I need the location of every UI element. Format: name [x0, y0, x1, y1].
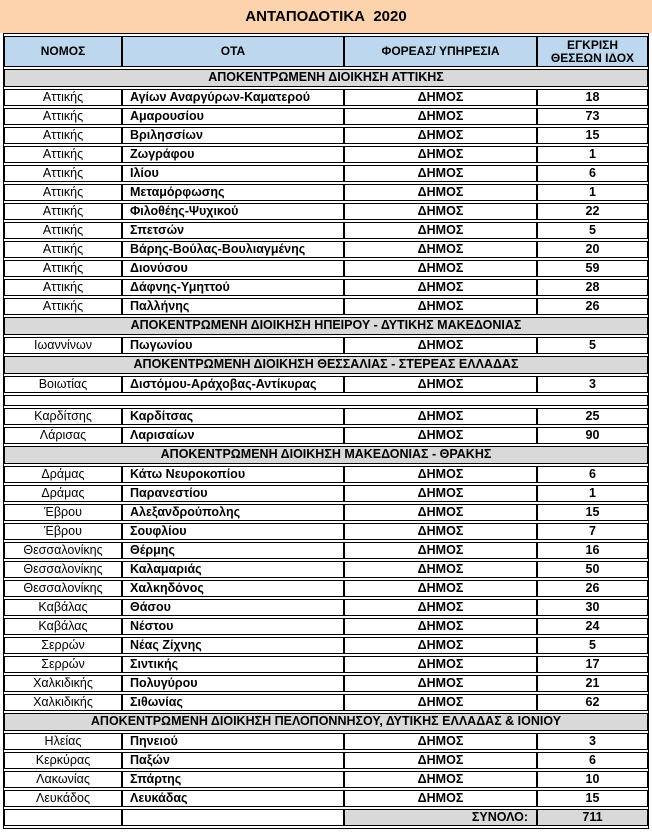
cell-foreas: ΔΗΜΟΣ: [344, 504, 537, 521]
table-row: [4, 146, 648, 163]
cell-foreas: ΔΗΜΟΣ: [344, 241, 537, 258]
cell-approved: 1: [537, 184, 648, 201]
cell-nomos: Αττικής: [4, 89, 122, 106]
table-row: [4, 376, 648, 393]
cell-approved: 18: [537, 89, 648, 106]
cell-ota: Νέστου: [122, 618, 344, 635]
cell-ota: Παξών: [122, 752, 344, 769]
cell-approved: 15: [537, 127, 648, 144]
section-header-row: [4, 69, 648, 87]
cell-foreas: ΔΗΜΟΣ: [344, 694, 537, 711]
table-row: [4, 298, 648, 315]
cell-approved: 21: [537, 675, 648, 692]
cell-foreas: ΔΗΜΟΣ: [344, 542, 537, 559]
table-row: [4, 752, 648, 769]
table-row: [4, 656, 648, 673]
table-row: [4, 184, 648, 201]
cell-nomos: Αττικής: [4, 203, 122, 220]
table-row: [4, 337, 648, 354]
cell-nomos: Σερρών: [4, 637, 122, 654]
table-row: [4, 485, 648, 502]
cell-approved: 25: [537, 408, 648, 425]
section-header: ΑΠΟΚΕΝΤΡΩΜΕΝΗ ΔΙΟΙΚΗΣΗ ΘΕΣΣΑΛΙΑΣ - ΣΤΕΡΕΑΣ ΕΛΛΑΔΑΣ: [4, 356, 648, 374]
table-row: [4, 89, 648, 106]
cell-ota: Αμαρουσίου: [122, 108, 344, 125]
cell-foreas: ΔΗΜΟΣ: [344, 771, 537, 788]
cell-nomos: Έβρου: [4, 523, 122, 540]
cell-nomos: Αττικής: [4, 184, 122, 201]
cell-foreas: ΔΗΜΟΣ: [344, 427, 537, 444]
cell-foreas: ΔΗΜΟΣ: [344, 222, 537, 239]
cell-approved: 6: [537, 466, 648, 483]
cell-nomos: Θεσσαλονίκης: [4, 542, 122, 559]
cell-foreas: ΔΗΜΟΣ: [344, 656, 537, 673]
cell-foreas: ΔΗΜΟΣ: [344, 752, 537, 769]
cell-ota: Σιντικής: [122, 656, 344, 673]
table-row: [4, 542, 648, 559]
cell-approved: 6: [537, 165, 648, 182]
cell-approved: 90: [537, 427, 648, 444]
cell-approved: 22: [537, 203, 648, 220]
section-header: ΑΠΟΚΕΝΤΡΩΜΕΝΗ ΔΙΟΙΚΗΣΗ ΑΤΤΙΚΗΣ: [4, 69, 648, 87]
table-row: [4, 790, 648, 807]
cell-approved: 6: [537, 752, 648, 769]
table-row: [4, 733, 648, 750]
cell-approved: 5: [537, 337, 648, 354]
cell-nomos: Αττικής: [4, 260, 122, 277]
cell-ota: Σουφλίου: [122, 523, 344, 540]
cell-foreas: ΔΗΜΟΣ: [344, 146, 537, 163]
section-header: ΑΠΟΚΕΝΤΡΩΜΕΝΗ ΔΙΟΙΚΗΣΗ ΜΑΚΕΔΟΝΙΑΣ - ΘΡΑΚΗΣ: [4, 446, 648, 464]
cell-ota: Κάτω Νευροκοπίου: [122, 466, 344, 483]
cell-ota: Σπάρτης: [122, 771, 344, 788]
cell-nomos: Αττικής: [4, 298, 122, 315]
cell-nomos: Σερρών: [4, 656, 122, 673]
cell-approved: 10: [537, 771, 648, 788]
section-header-row: [4, 713, 648, 731]
cell-nomos: Θεσσαλονίκης: [4, 580, 122, 597]
total-empty-cell: [4, 809, 122, 826]
cell-foreas: ΔΗΜΟΣ: [344, 790, 537, 807]
cell-approved: 26: [537, 580, 648, 597]
column-header-ota: ΟΤΑ: [122, 36, 344, 67]
cell-nomos: Ιωαννίνων: [4, 337, 122, 354]
cell-nomos: Δράμας: [4, 466, 122, 483]
cell-ota: Πηνειού: [122, 733, 344, 750]
table-row: [4, 580, 648, 597]
cell-nomos: Χαλκιδικής: [4, 675, 122, 692]
cell-ota: Θέρμης: [122, 542, 344, 559]
cell-foreas: ΔΗΜΟΣ: [344, 203, 537, 220]
cell-nomos: Αττικής: [4, 146, 122, 163]
cell-foreas: ΔΗΜΟΣ: [344, 561, 537, 578]
cell-approved: 3: [537, 733, 648, 750]
total-label: ΣΥΝΟΛΟ:: [344, 809, 537, 826]
cell-nomos: Κερκύρας: [4, 752, 122, 769]
section-header-row: [4, 317, 648, 335]
table-row: [4, 408, 648, 425]
cell-foreas: ΔΗΜΟΣ: [344, 165, 537, 182]
cell-approved: 26: [537, 298, 648, 315]
cell-ota: Δάφνης-Υμηττού: [122, 279, 344, 296]
cell-foreas: ΔΗΜΟΣ: [344, 637, 537, 654]
cell-nomos: Καβάλας: [4, 618, 122, 635]
total-empty-cell: [122, 809, 344, 826]
cell-ota: Ζωγράφου: [122, 146, 344, 163]
cell-approved: 5: [537, 222, 648, 239]
cell-nomos: Λακωνίας: [4, 771, 122, 788]
table-row: [4, 165, 648, 182]
table-row: [4, 771, 648, 788]
section-header: ΑΠΟΚΕΝΤΡΩΜΕΝΗ ΔΙΟΙΚΗΣΗ ΗΠΕΙΡΟΥ - ΔΥΤΙΚΗΣ ΜΑΚΕΔΟΝΙΑΣ: [4, 317, 648, 335]
cell-approved: 28: [537, 279, 648, 296]
section-header-row: [4, 356, 648, 374]
cell-foreas: ΔΗΜΟΣ: [344, 89, 537, 106]
cell-approved: 5: [537, 637, 648, 654]
cell-ota: Φιλοθέης-Ψυχικού: [122, 203, 344, 220]
spacer-row: [4, 395, 648, 406]
cell-foreas: ΔΗΜΟΣ: [344, 408, 537, 425]
table-row: [4, 523, 648, 540]
cell-approved: 50: [537, 561, 648, 578]
section-header: ΑΠΟΚΕΝΤΡΩΜΕΝΗ ΔΙΟΙΚΗΣΗ ΠΕΛΟΠΟΝΝΗΣΟΥ, ΔΥΤΙΚΗΣ ΕΛΛΑΔΑΣ & ΙΟΝΙΟΥ: [4, 713, 648, 731]
table-row: [4, 637, 648, 654]
cell-foreas: ΔΗΜΟΣ: [344, 485, 537, 502]
table-row: [4, 466, 648, 483]
cell-approved: 15: [537, 790, 648, 807]
cell-ota: Καρδίτσας: [122, 408, 344, 425]
section-header-row: [4, 446, 648, 464]
table-row: [4, 675, 648, 692]
cell-ota: Παλλήνης: [122, 298, 344, 315]
total-value: 711: [537, 809, 648, 826]
cell-foreas: ΔΗΜΟΣ: [344, 260, 537, 277]
cell-ota: Λευκάδας: [122, 790, 344, 807]
cell-nomos: Βοιωτίας: [4, 376, 122, 393]
table-row: [4, 504, 648, 521]
cell-nomos: Λευκάδος: [4, 790, 122, 807]
cell-approved: 15: [537, 504, 648, 521]
cell-foreas: ΔΗΜΟΣ: [344, 733, 537, 750]
cell-ota: Σιθωνίας: [122, 694, 344, 711]
cell-nomos: Θεσσαλονίκης: [4, 561, 122, 578]
table-row: [4, 203, 648, 220]
cell-approved: 62: [537, 694, 648, 711]
column-header-nomos: ΝΟΜΟΣ: [4, 36, 122, 67]
total-row: [4, 809, 648, 826]
table-row: [4, 427, 648, 444]
table-row: [4, 599, 648, 616]
cell-ota: Σπετσών: [122, 222, 344, 239]
table-row: [4, 561, 648, 578]
table-row: [4, 127, 648, 144]
cell-ota: Βριλησσίων: [122, 127, 344, 144]
cell-nomos: Καβάλας: [4, 599, 122, 616]
cell-nomos: Ηλείας: [4, 733, 122, 750]
cell-nomos: Έβρου: [4, 504, 122, 521]
cell-foreas: ΔΗΜΟΣ: [344, 466, 537, 483]
table-row: [4, 222, 648, 239]
cell-ota: Μεταμόρφωσης: [122, 184, 344, 201]
cell-ota: Διονύσου: [122, 260, 344, 277]
cell-nomos: Καρδίτσης: [4, 408, 122, 425]
cell-foreas: ΔΗΜΟΣ: [344, 108, 537, 125]
spacer-cell: [4, 395, 648, 406]
cell-foreas: ΔΗΜΟΣ: [344, 599, 537, 616]
cell-foreas: ΔΗΜΟΣ: [344, 279, 537, 296]
document-title: ΑΝΤΑΠΟΔΟΤΙΚΑ 2020: [0, 0, 652, 33]
table-row: [4, 241, 648, 258]
cell-approved: 16: [537, 542, 648, 559]
cell-foreas: ΔΗΜΟΣ: [344, 127, 537, 144]
cell-nomos: Αττικής: [4, 127, 122, 144]
cell-ota: Αλεξανδρούπολης: [122, 504, 344, 521]
cell-nomos: Αττικής: [4, 165, 122, 182]
cell-foreas: ΔΗΜΟΣ: [344, 376, 537, 393]
cell-nomos: Αττικής: [4, 108, 122, 125]
cell-ota: Νέας Ζίχνης: [122, 637, 344, 654]
table-row: [4, 694, 648, 711]
cell-foreas: ΔΗΜΟΣ: [344, 184, 537, 201]
cell-nomos: Δράμας: [4, 485, 122, 502]
cell-nomos: Λάρισας: [4, 427, 122, 444]
cell-foreas: ΔΗΜΟΣ: [344, 618, 537, 635]
cell-ota: Χαλκηδόνος: [122, 580, 344, 597]
cell-ota: Καλαμαριάς: [122, 561, 344, 578]
cell-approved: 7: [537, 523, 648, 540]
cell-foreas: ΔΗΜΟΣ: [344, 523, 537, 540]
column-header-approved: ΕΓΚΡΙΣΗ ΘΕΣΕΩΝ ΙΔΟΧ: [537, 36, 648, 67]
table-row: [4, 618, 648, 635]
cell-foreas: ΔΗΜΟΣ: [344, 298, 537, 315]
table-row: [4, 108, 648, 125]
cell-approved: 3: [537, 376, 648, 393]
cell-foreas: ΔΗΜΟΣ: [344, 337, 537, 354]
cell-foreas: ΔΗΜΟΣ: [344, 675, 537, 692]
cell-approved: 1: [537, 485, 648, 502]
cell-ota: Λαρισαίων: [122, 427, 344, 444]
cell-approved: 17: [537, 656, 648, 673]
cell-ota: Πωγωνίου: [122, 337, 344, 354]
cell-approved: 24: [537, 618, 648, 635]
cell-approved: 20: [537, 241, 648, 258]
table-row: [4, 279, 648, 296]
cell-ota: Ιλίου: [122, 165, 344, 182]
cell-foreas: ΔΗΜΟΣ: [344, 580, 537, 597]
cell-approved: 30: [537, 599, 648, 616]
cell-nomos: Αττικής: [4, 222, 122, 239]
column-header-foreas: ΦΟΡΕΑΣ/ ΥΠΗΡΕΣΙΑ: [344, 36, 537, 67]
cell-approved: 73: [537, 108, 648, 125]
cell-ota: Παρανεστίου: [122, 485, 344, 502]
cell-nomos: Αττικής: [4, 279, 122, 296]
cell-ota: Αγίων Αναργύρων-Καματερού: [122, 89, 344, 106]
cell-nomos: Αττικής: [4, 241, 122, 258]
cell-ota: Πολυγύρου: [122, 675, 344, 692]
cell-ota: Θάσου: [122, 599, 344, 616]
cell-ota: Διστόμου-Αράχοβας-Αντίκυρας: [122, 376, 344, 393]
positions-table: [3, 33, 649, 829]
cell-approved: 59: [537, 260, 648, 277]
table-row: [4, 260, 648, 277]
cell-ota: Βάρης-Βούλας-Βουλιαγμένης: [122, 241, 344, 258]
cell-approved: 1: [537, 146, 648, 163]
cell-nomos: Χαλκιδικής: [4, 694, 122, 711]
column-header-row: [4, 36, 648, 67]
